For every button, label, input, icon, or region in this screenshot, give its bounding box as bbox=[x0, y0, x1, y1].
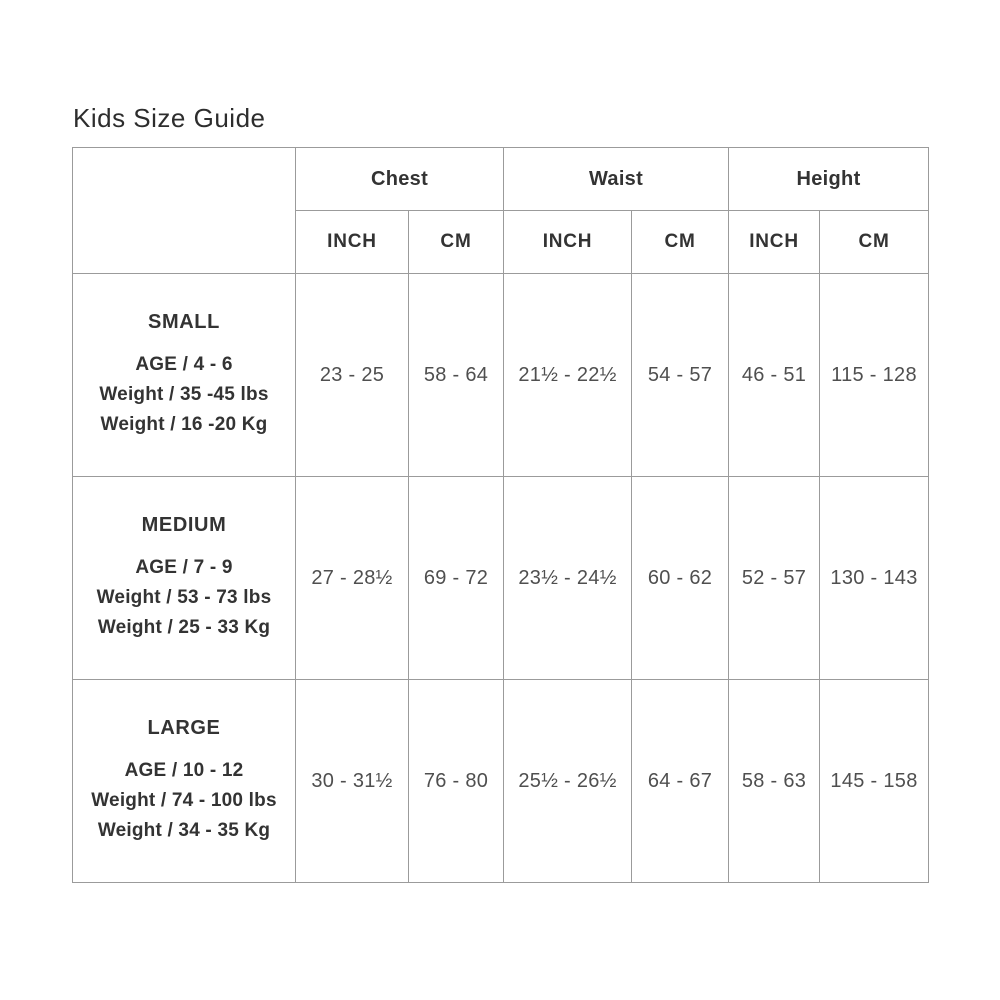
unit-header-chest-inch: INCH bbox=[296, 211, 409, 274]
size-name: SMALL bbox=[148, 310, 220, 333]
size-weight-kg: Weight / 34 - 35 Kg bbox=[97, 819, 271, 841]
size-weight-kg: Weight / 16 -20 Kg bbox=[100, 413, 268, 435]
unit-header-height-inch: INCH bbox=[729, 211, 820, 274]
size-row-large bbox=[73, 680, 929, 883]
height-inch-value: 52 - 57 bbox=[729, 477, 820, 680]
unit-header-chest-cm: CM bbox=[409, 211, 504, 274]
size-guide-section bbox=[72, 103, 928, 883]
measurement-header-row bbox=[73, 148, 929, 211]
height-inch-value: 46 - 51 bbox=[729, 274, 820, 477]
unit-header-waist-cm: CM bbox=[632, 211, 729, 274]
size-details bbox=[73, 553, 295, 643]
height-inch-value: 58 - 63 bbox=[729, 680, 820, 883]
size-age: AGE / 7 - 9 bbox=[135, 556, 233, 578]
size-weight-kg: Weight / 25 - 33 Kg bbox=[97, 616, 271, 638]
waist-inch-value: 25½ - 26½ bbox=[504, 680, 632, 883]
height-cm-value: 145 - 158 bbox=[820, 680, 929, 883]
size-row-medium bbox=[73, 477, 929, 680]
size-label-cell bbox=[73, 274, 296, 477]
size-age: AGE / 4 - 6 bbox=[135, 353, 233, 375]
chest-inch-value: 23 - 25 bbox=[296, 274, 409, 477]
size-details bbox=[73, 756, 295, 846]
unit-header-waist-inch: INCH bbox=[504, 211, 632, 274]
chest-cm-value: 76 - 80 bbox=[409, 680, 504, 883]
waist-inch-value: 21½ - 22½ bbox=[504, 274, 632, 477]
page-title: Kids Size Guide bbox=[73, 103, 266, 133]
kids-size-table bbox=[72, 147, 929, 883]
column-header-chest: Chest bbox=[296, 148, 504, 211]
size-name: LARGE bbox=[147, 716, 221, 739]
chest-inch-value: 27 - 28½ bbox=[296, 477, 409, 680]
size-name: MEDIUM bbox=[141, 513, 227, 536]
corner-cell bbox=[73, 148, 296, 274]
height-cm-value: 130 - 143 bbox=[820, 477, 929, 680]
waist-cm-value: 64 - 67 bbox=[632, 680, 729, 883]
size-age: AGE / 10 - 12 bbox=[124, 759, 244, 781]
size-label-cell bbox=[73, 680, 296, 883]
height-cm-value: 115 - 128 bbox=[820, 274, 929, 477]
size-weight-lbs: Weight / 35 -45 lbs bbox=[99, 383, 269, 405]
size-weight-lbs: Weight / 53 - 73 lbs bbox=[96, 586, 272, 608]
size-row-small bbox=[73, 274, 929, 477]
waist-cm-value: 60 - 62 bbox=[632, 477, 729, 680]
column-header-height: Height bbox=[729, 148, 929, 211]
size-label-cell bbox=[73, 477, 296, 680]
column-header-waist: Waist bbox=[504, 148, 729, 211]
waist-inch-value: 23½ - 24½ bbox=[504, 477, 632, 680]
chest-inch-value: 30 - 31½ bbox=[296, 680, 409, 883]
size-weight-lbs: Weight / 74 - 100 lbs bbox=[91, 789, 277, 811]
chest-cm-value: 58 - 64 bbox=[409, 274, 504, 477]
waist-cm-value: 54 - 57 bbox=[632, 274, 729, 477]
chest-cm-value: 69 - 72 bbox=[409, 477, 504, 680]
unit-header-height-cm: CM bbox=[820, 211, 929, 274]
size-details bbox=[73, 350, 295, 440]
